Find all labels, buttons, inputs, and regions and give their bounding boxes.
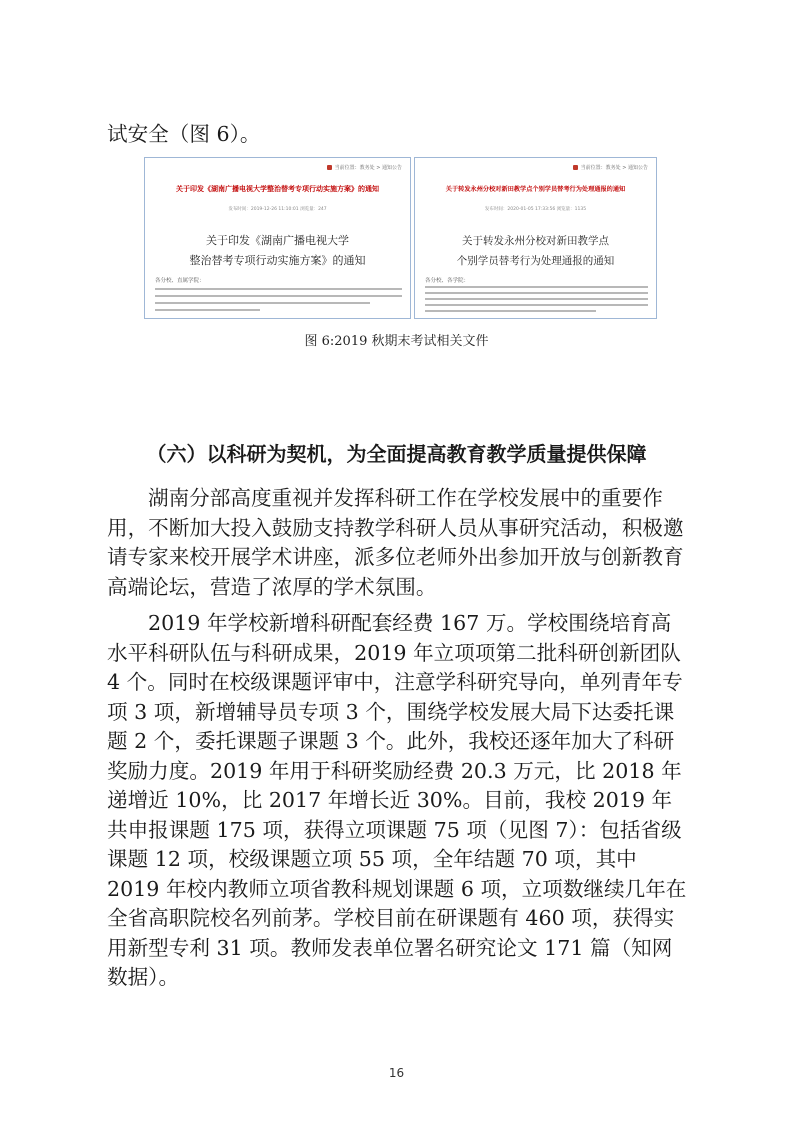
left-document-screenshot <box>144 157 411 319</box>
right-body-line <box>425 304 648 306</box>
figure-caption: 图 6:2019 秋期末考试相关文件 <box>304 334 489 349</box>
left-body-line <box>155 302 370 304</box>
left-body-line <box>155 309 260 311</box>
home-icon <box>327 165 332 170</box>
right-body-line <box>425 292 648 294</box>
right-heading-2: 个别学员替考行为处理通报的通知 <box>456 255 615 267</box>
paragraph-2: 2019 年学校新增科研配套经费 167 万。学校围绕培育高水平科研队伍与科研成果，2019 年立项项第二批科研创新团队 4 个。同时在校级课题评审中，注意学科研究导向，单列青年专项 3 项，新增辅导员专项 3 个，围绕学校发展大局下达委托课题 2 个，委托课题子课题 3 个。此外，我校还逐年加大了科研奖励力度。2019 年用于科研奖励经费 20.3 万元，比 2018 年递增近 10%，比 2017 年增长近 30%。目前，我校 2019 年共申报课题 175 项，获得立项课题 75 项（见图 7）：包括省级课题 12 项，校级课题立项 55 项，全年结题 70 项，其中 2019 年校内教师立项省教科规划课题 6 项，立项数继续几年在全省高职院校名列前茅。学校目前在研课题有 460 项，获得实用新型专利 31 项。教师发表单位署名研究论文 171 篇（知网数据）。 <box>107 611 687 989</box>
paragraph-1: 湖南分部高度重视并发挥科研工作在学校发展中的重要作用，不断加大投入鼓励支持教学科研人员从事研究活动，积极邀请专家来校开展学术讲座，派多位老师外出参加开放与创新教育高端论坛，营造了浓厚的学术氛围。 <box>107 486 684 599</box>
right-salutation: 各分校、各学院： <box>425 278 470 284</box>
right-body-line <box>425 298 648 300</box>
figure-6 <box>144 157 657 319</box>
right-body-line <box>425 310 596 312</box>
right-document-screenshot <box>414 157 657 319</box>
left-breadcrumb <box>327 164 402 171</box>
left-heading-2: 整治替考专项行动实施方案》的通知 <box>189 254 366 267</box>
section-title: （六）以科研为契机，为全面提高教育教学质量提供保障 <box>146 442 647 466</box>
page-number: 16 <box>388 1066 405 1080</box>
intro-line: 试安全（图 6）。 <box>107 122 261 146</box>
left-salutation: 各分校、直属学院： <box>155 278 205 284</box>
left-heading-1: 关于印发《湖南广播电视大学 <box>206 234 349 247</box>
left-body-line <box>155 288 402 290</box>
right-breadcrumb-text: 当前位置：教务处 > 通知公告 <box>580 165 648 171</box>
left-red-title: 关于印发《湖南广播电视大学整治替考专项行动实施方案》的通知 <box>176 185 379 193</box>
home-icon <box>573 165 578 170</box>
left-meta: 发布时间：2019-12-26 11:10:01 浏览量：247 <box>228 207 327 212</box>
right-red-title: 关于转发永州分校对新田教学点个别学员替考行为处理通报的通知 <box>445 186 626 193</box>
right-body-line <box>425 286 648 288</box>
left-breadcrumb-text: 当前位置：教务处 > 通知公告 <box>334 165 402 171</box>
right-breadcrumb <box>573 164 648 171</box>
left-body-line <box>155 295 402 297</box>
right-heading-1: 关于转发永州分校对新田教学点 <box>462 235 609 247</box>
right-meta: 发布时间：2020-01-05 17:33:56 浏览量：1135 <box>484 207 587 212</box>
